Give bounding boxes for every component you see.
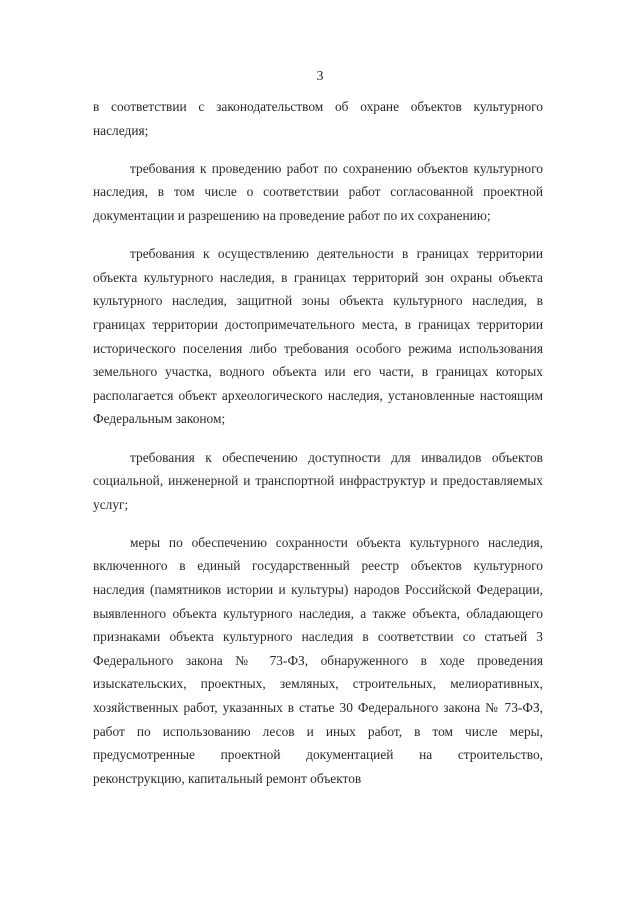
paragraph-continuation: в соответствии с законодательством об охране объектов культурного наследия; — [93, 99, 543, 138]
paragraph-accessibility-requirements: требования к обеспечению доступности для инвалидов объектов социальной, инженерной и транспортной инфраструктур и предоставляемых услуг; — [93, 449, 543, 512]
paragraph-preservation-measures: меры по обеспечению сохранности объекта культурного наследия, включенного в единый государственный реестр объектов культурного наследия (памятников истории и культуры) народов Российской Федерации, выявленного объекта культурного наследия, а также объекта, обладающего признаками объекта культурного наследия в соответствии со статьей 3 Федерального закона № 73-ФЗ, обнаруженного в ходе проведения изыскательских, проектных, земляных, строительных, мелиоративных, хозяйственных работ, указанных в статье 30 Федерального закона № 73-ФЗ, работ по использованию лесов и иных работ, в том числе меры, предусмотренные проектной документацией на строительство, реконструкцию, капитальный ремонт объектов — [93, 534, 543, 786]
paragraph-territory-requirements: требования к осуществлению деятельности в границах территории объекта культурного наследия, в границах территорий зон охраны объекта культурного наследия, защитной зоны объекта культурного наследия, в границах территории достопримечательного места, в границах территории исторического поселения либо требования особого режима использования земельного участка, водного объекта или его части, в границах которых располагается объект археологического наследия, установленные настоящим Федеральным законом; — [93, 246, 543, 427]
paragraph-restoration-requirements: требования к проведению работ по сохранению объектов культурного наследия, в том числе о соответствии работ согласованной проектной документации и разрешению на проведение работ по их сохранению; — [93, 160, 543, 223]
document-body — [93, 95, 543, 790]
page-number: 3 — [316, 69, 324, 84]
